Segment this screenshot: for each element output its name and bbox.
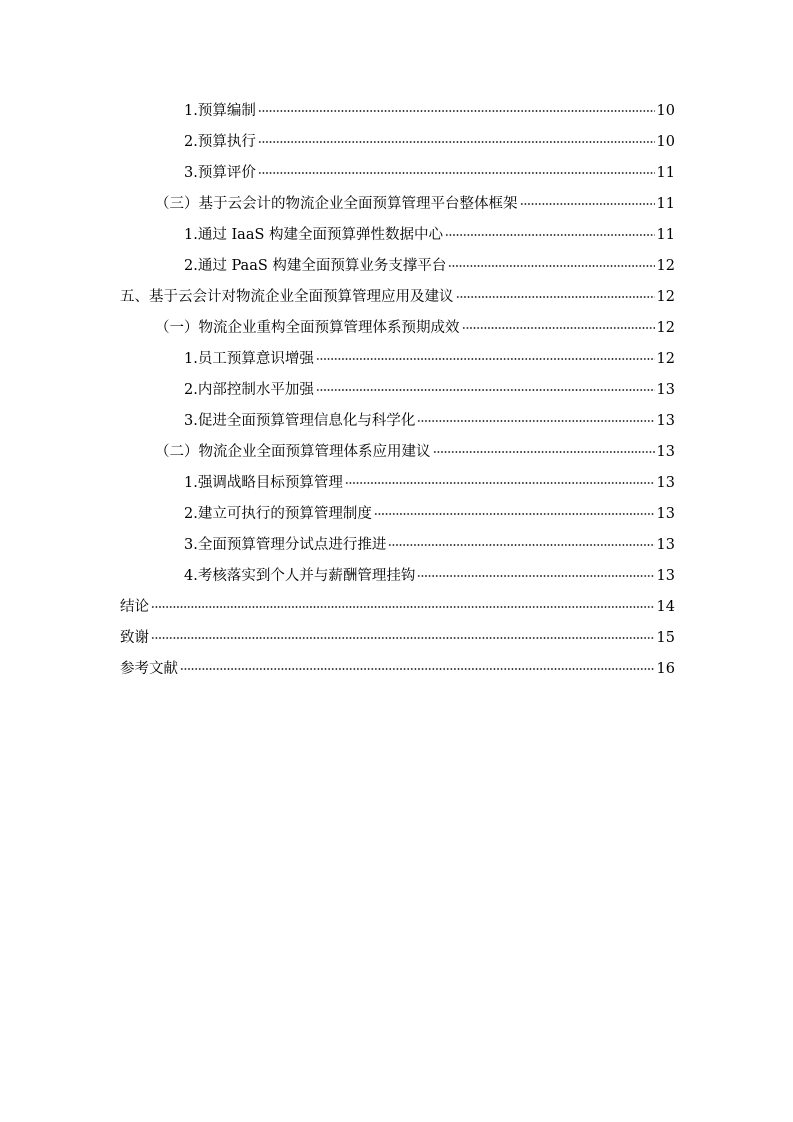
toc-entry-page: 11 — [656, 227, 675, 243]
toc-entry-page: 11 — [656, 165, 675, 181]
toc-entry-title: 2.内部控制水平加强 — [184, 382, 314, 398]
toc-dot-leader — [462, 327, 655, 329]
toc-entry-title: 五、基于云会计对物流企业全面预算管理应用及建议 — [120, 289, 454, 305]
toc-entry-conclusion[interactable] — [120, 596, 675, 618]
toc-dot-leader — [258, 141, 655, 143]
toc-entry-strategic-goals[interactable] — [184, 472, 675, 494]
toc-dot-leader — [316, 389, 655, 391]
toc-entry-page: 11 — [656, 196, 675, 212]
toc-entry-page: 10 — [656, 134, 675, 150]
toc-dot-leader — [388, 544, 654, 546]
toc-entry-internal-control[interactable] — [184, 379, 675, 401]
toc-entry-expected-results[interactable] — [155, 317, 675, 339]
toc-entry-page: 12 — [656, 289, 675, 305]
toc-entry-title: 1.强调战略目标预算管理 — [184, 475, 343, 491]
toc-entry-title: （三）基于云会计的物流企业全面预算管理平台整体框架 — [155, 196, 518, 212]
toc-entry-title: 4.考核落实到个人并与薪酬管理挂钩 — [184, 568, 416, 584]
toc-dot-leader — [433, 451, 655, 453]
toc-entry-title: 2.建立可执行的预算管理制度 — [184, 506, 372, 522]
toc-dot-leader — [180, 668, 655, 670]
toc-dot-leader — [258, 110, 655, 112]
toc-dot-leader — [417, 420, 654, 422]
toc-entry-title: 1.通过 IaaS 构建全面预算弹性数据中心 — [184, 227, 444, 243]
toc-entry-chapter-five[interactable] — [120, 286, 675, 308]
toc-entry-title: 参考文献 — [120, 661, 178, 677]
toc-dot-leader — [151, 637, 655, 639]
toc-entry-budget-awareness[interactable] — [184, 348, 675, 370]
toc-dot-leader — [345, 482, 655, 484]
toc-dot-leader — [316, 358, 655, 360]
toc-entry-page: 13 — [656, 444, 675, 460]
toc-entry-application-suggestions[interactable] — [155, 441, 675, 463]
toc-entry-title: 2.预算执行 — [184, 134, 256, 150]
toc-entry-page: 12 — [656, 351, 675, 367]
toc-entry-budget-execution[interactable] — [184, 131, 675, 153]
toc-entry-informatization[interactable] — [184, 410, 675, 432]
toc-entry-title: 3.促进全面预算管理信息化与科学化 — [184, 413, 416, 429]
toc-dot-leader — [456, 296, 655, 298]
toc-entry-iaas-data-center[interactable] — [184, 224, 675, 246]
toc-entry-management-system[interactable] — [184, 503, 675, 525]
toc-entry-title: 2.通过 PaaS 构建全面预算业务支撑平台 — [184, 258, 447, 274]
toc-entry-paas-platform[interactable] — [184, 255, 675, 277]
toc-entry-page: 13 — [656, 506, 675, 522]
toc-dot-leader — [448, 265, 654, 267]
toc-entry-page: 13 — [656, 382, 675, 398]
toc-entry-title: 1.预算编制 — [184, 103, 256, 119]
toc-entry-assessment-compensation[interactable] — [184, 565, 675, 587]
toc-entry-page: 16 — [656, 661, 675, 677]
toc-dot-leader — [520, 203, 655, 205]
toc-dot-leader — [151, 606, 655, 608]
toc-dot-leader — [258, 172, 655, 174]
toc-entry-page: 15 — [656, 630, 675, 646]
toc-dot-leader — [417, 575, 654, 577]
toc-entry-title: 3.预算评价 — [184, 165, 256, 181]
toc-entry-page: 12 — [656, 320, 675, 336]
toc-entry-acknowledgements[interactable] — [120, 627, 675, 649]
toc-entry-title: （一）物流企业重构全面预算管理体系预期成效 — [155, 320, 460, 336]
toc-entry-title: 3.全面预算管理分试点进行推进 — [184, 537, 387, 553]
toc-dot-leader — [374, 513, 655, 515]
toc-entry-budget-preparation[interactable] — [184, 100, 675, 122]
toc-entry-title: 1.员工预算意识增强 — [184, 351, 314, 367]
toc-entry-title: 结论 — [120, 599, 149, 615]
toc-entry-title: （二）物流企业全面预算管理体系应用建议 — [155, 444, 431, 460]
toc-entry-page: 10 — [656, 103, 675, 119]
toc-entry-page: 13 — [656, 413, 675, 429]
toc-dot-leader — [445, 234, 655, 236]
toc-entry-page: 13 — [656, 475, 675, 491]
toc-entry-pilot-rollout[interactable] — [184, 534, 675, 556]
toc-entry-page: 12 — [656, 258, 675, 274]
toc-entry-budget-evaluation[interactable] — [184, 162, 675, 184]
toc-entry-platform-framework[interactable] — [155, 193, 675, 215]
toc-entry-page: 13 — [656, 537, 675, 553]
toc-entry-title: 致谢 — [120, 630, 149, 646]
toc-entry-page: 13 — [656, 568, 675, 584]
toc-entry-page: 14 — [656, 599, 675, 615]
toc-entry-references[interactable] — [120, 658, 675, 680]
